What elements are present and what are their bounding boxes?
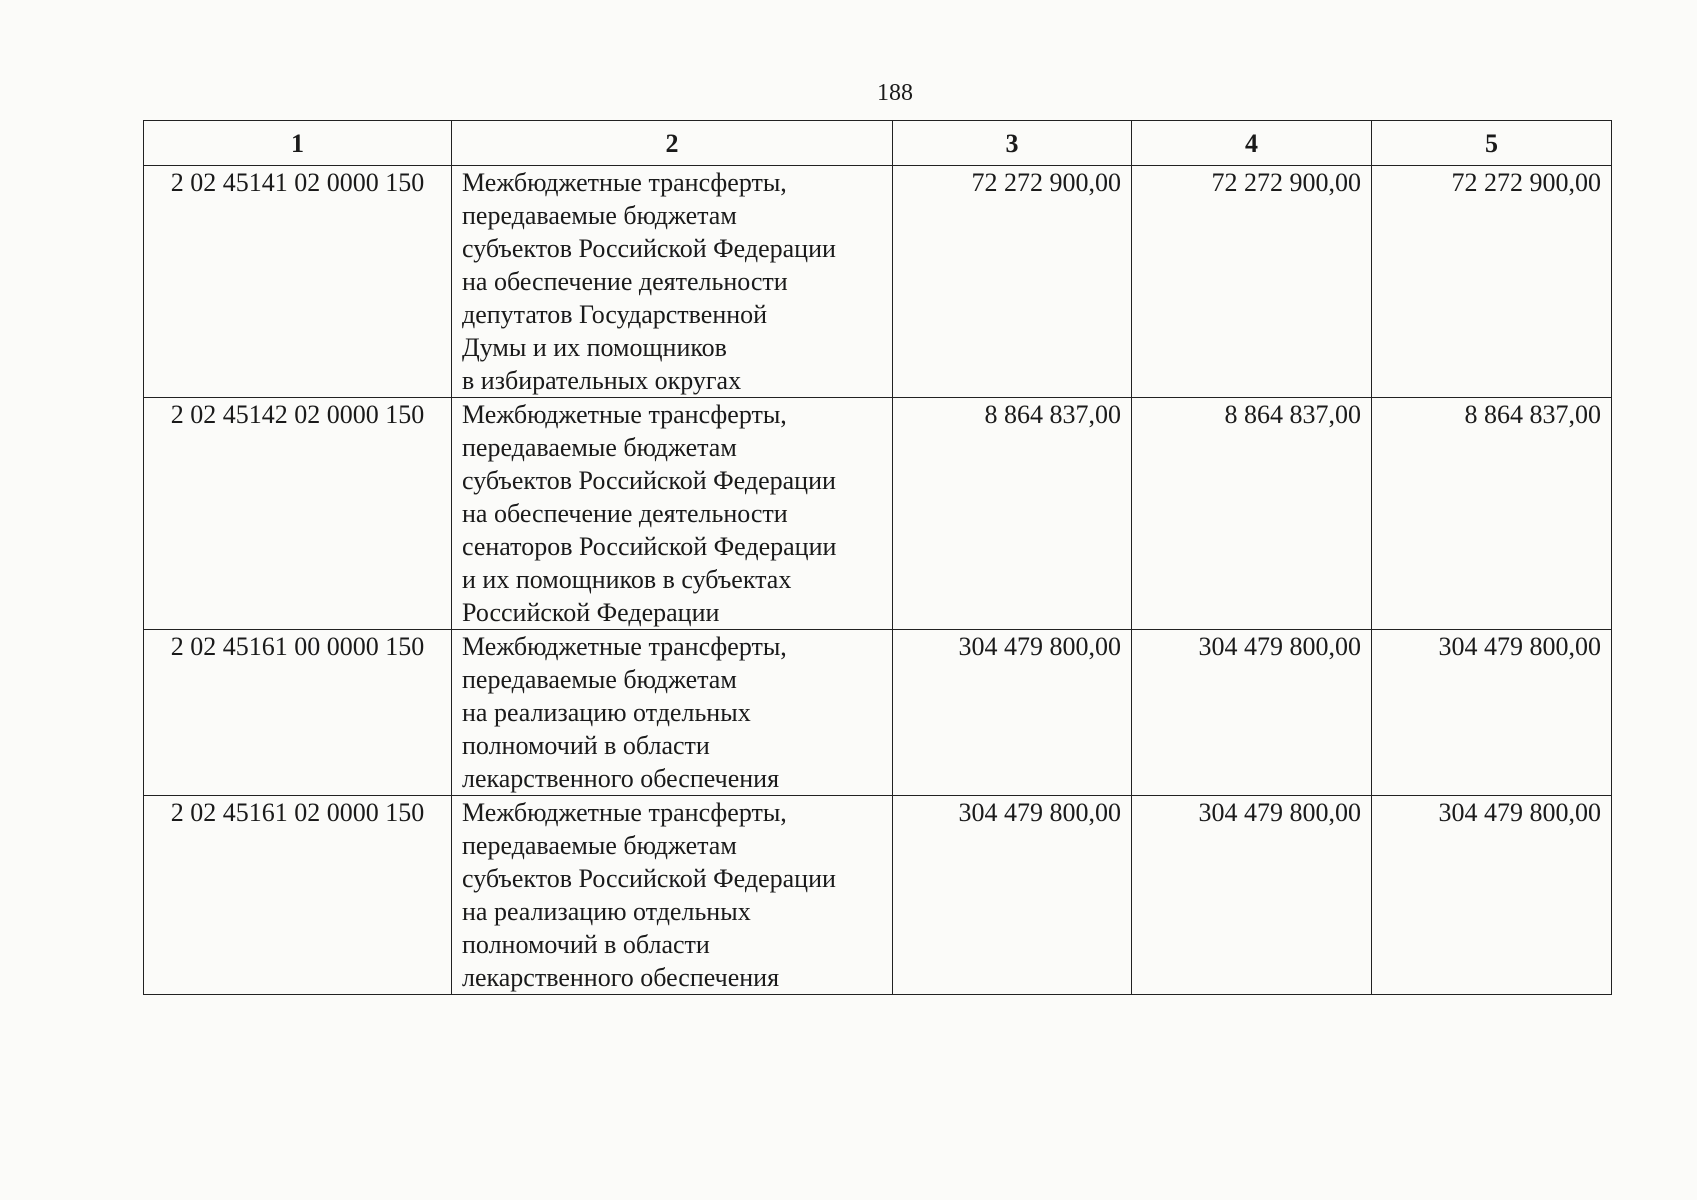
row-description — [452, 166, 893, 398]
row-description — [452, 796, 893, 995]
budget-code: 2 02 45142 02 0000 150 — [144, 398, 452, 630]
description-line: на реализацию отдельных — [462, 698, 751, 727]
description-line: и их помощников в субъектах — [462, 565, 792, 594]
description-line: депутатов Государственной — [462, 300, 768, 329]
description-line: субъектов Российской Федерации — [462, 864, 836, 893]
header-col-1: 1 — [144, 121, 452, 166]
description-line: полномочий в области — [462, 731, 710, 760]
row-description — [452, 630, 893, 796]
budget-code: 2 02 45161 02 0000 150 — [144, 796, 452, 995]
description-line: субъектов Российской Федерации — [462, 466, 836, 495]
description-line: на обеспечение деятельности — [462, 499, 788, 528]
description-line: на реализацию отдельных — [462, 897, 751, 926]
page-number: 188 — [877, 80, 913, 106]
description-line: Российской Федерации — [462, 598, 720, 627]
description-line: лекарственного обеспечения — [462, 764, 780, 793]
amount-col-3: 8 864 837,00 — [893, 398, 1132, 630]
row-description — [452, 398, 893, 630]
description-line: Думы и их помощников — [462, 333, 727, 362]
amount-col-4: 72 272 900,00 — [1132, 166, 1372, 398]
description-line: Межбюджетные трансферты, — [462, 632, 787, 661]
header-col-2: 2 — [452, 121, 893, 166]
description-line: передаваемые бюджетам — [462, 831, 737, 860]
description-line: передаваемые бюджетам — [462, 665, 737, 694]
header-col-4: 4 — [1132, 121, 1372, 166]
description-line: Межбюджетные трансферты, — [462, 798, 787, 827]
description-line: лекарственного обеспечения — [462, 963, 780, 992]
description-line: полномочий в области — [462, 930, 710, 959]
amount-col-3: 304 479 800,00 — [893, 796, 1132, 995]
header-col-5: 5 — [1372, 121, 1612, 166]
amount-col-4: 8 864 837,00 — [1132, 398, 1372, 630]
amount-col-5: 72 272 900,00 — [1372, 166, 1612, 398]
table-row — [144, 166, 1612, 398]
amount-col-5: 304 479 800,00 — [1372, 630, 1612, 796]
table-row — [144, 398, 1612, 630]
description-line: на обеспечение деятельности — [462, 267, 788, 296]
budget-code: 2 02 45141 02 0000 150 — [144, 166, 452, 398]
description-line: передаваемые бюджетам — [462, 433, 737, 462]
amount-col-5: 304 479 800,00 — [1372, 796, 1612, 995]
amount-col-5: 8 864 837,00 — [1372, 398, 1612, 630]
description-line: Межбюджетные трансферты, — [462, 400, 787, 429]
header-col-3: 3 — [893, 121, 1132, 166]
description-line: передаваемые бюджетам — [462, 201, 737, 230]
table-row — [144, 630, 1612, 796]
amount-col-3: 72 272 900,00 — [893, 166, 1132, 398]
description-line: в избирательных округах — [462, 366, 742, 395]
header-row — [144, 121, 1612, 166]
amount-col-4: 304 479 800,00 — [1132, 630, 1372, 796]
amount-col-4: 304 479 800,00 — [1132, 796, 1372, 995]
description-line: Межбюджетные трансферты, — [462, 168, 787, 197]
budget-table — [143, 120, 1612, 995]
budget-code: 2 02 45161 00 0000 150 — [144, 630, 452, 796]
description-line: субъектов Российской Федерации — [462, 234, 836, 263]
description-line: сенаторов Российской Федерации — [462, 532, 837, 561]
amount-col-3: 304 479 800,00 — [893, 630, 1132, 796]
table-row — [144, 796, 1612, 995]
